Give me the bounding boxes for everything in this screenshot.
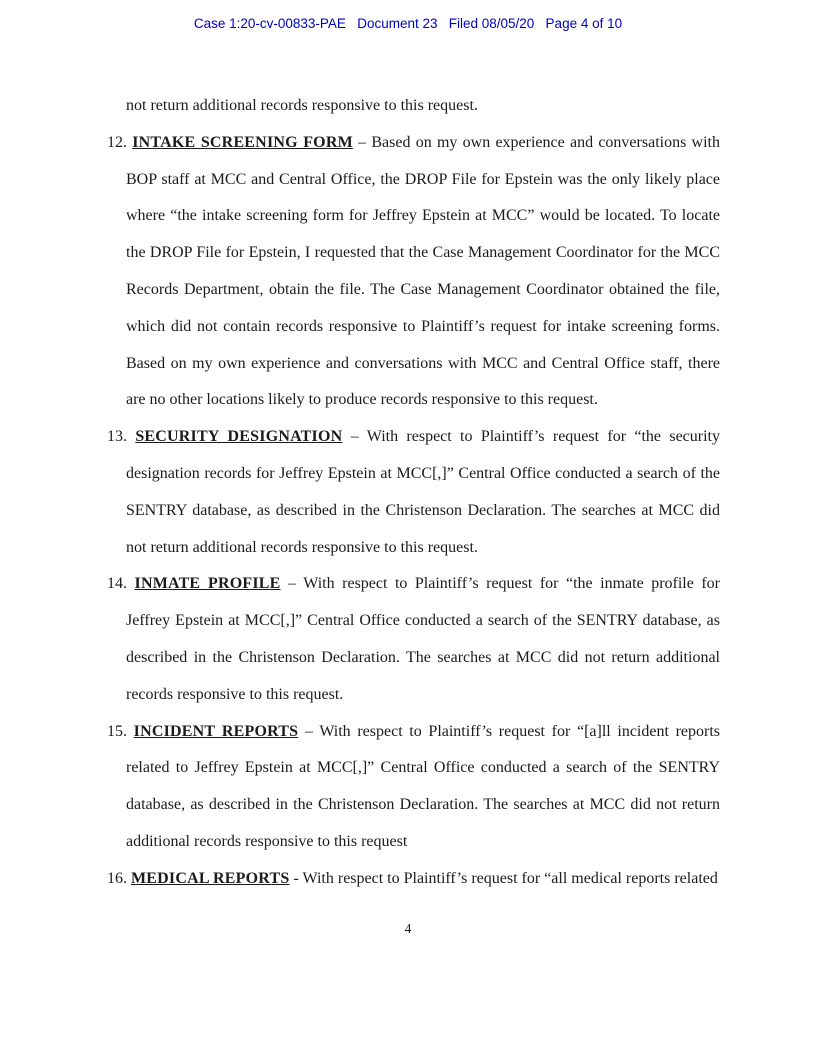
- numbered-paragraph: [107, 861, 720, 898]
- item-heading: INCIDENT REPORTS: [133, 722, 299, 740]
- item-text: – With respect to Plaintiff’s request for “[a]ll incident reports related to Jeffrey Epstein at MCC[,]” Central Office conducted a search of the SENTRY database, as described in the Christenson Declaration. The searches at MCC did not return additional records responsive to this request: [126, 722, 721, 850]
- item-text: – Based on my own experience and conversations with BOP staff at MCC and Central Office, the DROP File for Epstein was the only likely place where “the intake screening form for Jeffrey Epstein at MCC” would be located. To locate the DROP File for Epstein, I requested that the Case Management Coordinator for the MCC Records Department, obtain the file. The Case Management Coordinator obtained the file, which did not contain records responsive to Plaintiff’s request for intake screening forms. Based on my own experience and conversations with MCC and Central Office staff, there are no other locations likely to produce records responsive to this request.: [126, 133, 721, 409]
- item-number: 16.: [107, 869, 131, 887]
- document-body: [107, 88, 721, 898]
- item-number: 15.: [107, 722, 134, 740]
- item-heading: INMATE PROFILE: [134, 575, 281, 593]
- item-heading: MEDICAL REPORTS: [131, 869, 290, 887]
- item-text: - With respect to Plaintiff’s request for “all medical reports related: [289, 869, 718, 887]
- court-filing-stamp: Case 1:20-cv-00833-PAE Document 23 Filed 08/05/20 Page 4 of 10: [193, 16, 623, 31]
- numbered-paragraph: [107, 714, 721, 861]
- numbered-items: [107, 125, 721, 898]
- item-text: – With respect to Plaintiff’s request for “the inmate profile for Jeffrey Epstein at MCC[,]” Central Office conducted a search of the SENTRY database, as described in the Christenson Declaration. The searches at MCC did not return additional records responsive to this request.: [126, 575, 721, 703]
- item-number: 13.: [107, 428, 136, 446]
- item-text: – With respect to Plaintiff’s request for “the security designation records for Jeffrey Epstein at MCC[,]” Central Office conducted a search of the SENTRY database, as described in the Christenson Declaration. The searches at MCC did not return additional records responsive to this request.: [126, 428, 720, 556]
- item-heading: SECURITY DESIGNATION: [135, 428, 343, 446]
- item-heading: INTAKE SCREENING FORM: [132, 133, 353, 151]
- item-number: 14.: [107, 575, 135, 593]
- item-number: 12.: [107, 133, 133, 151]
- numbered-paragraph: [107, 419, 720, 566]
- numbered-paragraph: [107, 566, 721, 713]
- numbered-paragraph: [107, 125, 721, 419]
- continuation-paragraph: not return additional records responsive to this request.: [126, 97, 478, 114]
- page-number: 4: [404, 921, 412, 936]
